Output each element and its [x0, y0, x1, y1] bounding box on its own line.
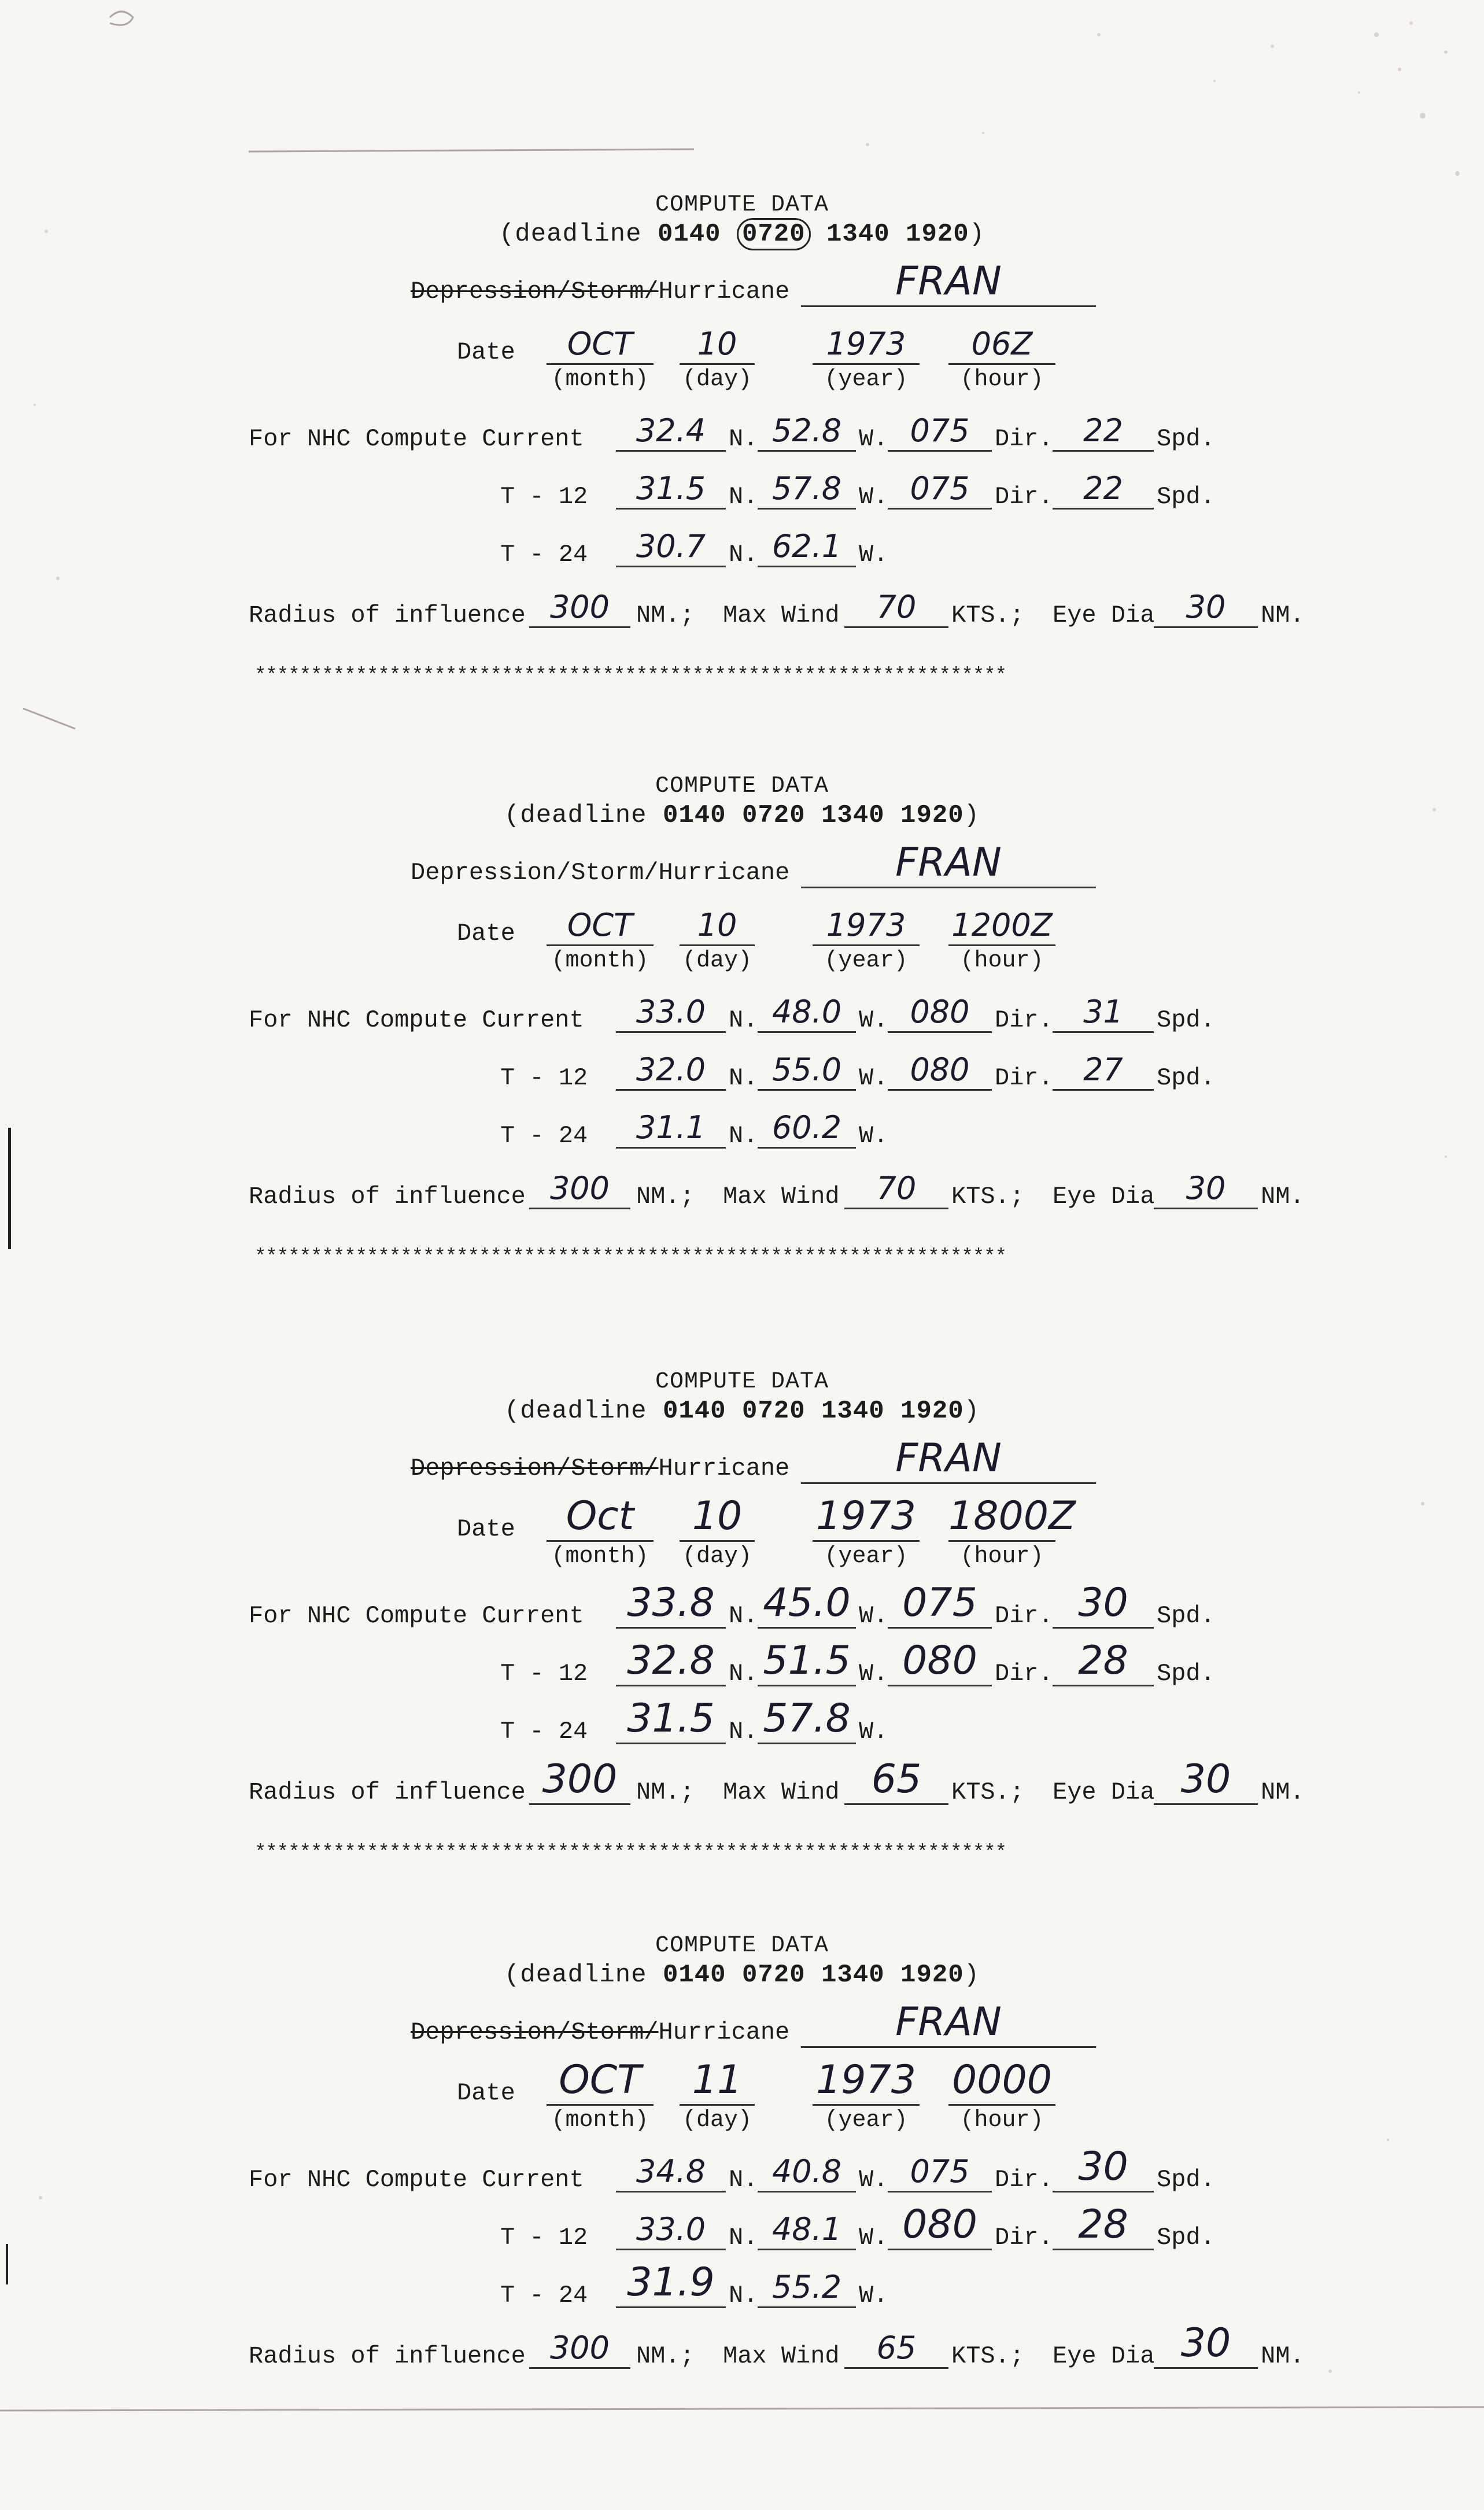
- t24-lat-field: 31.9: [616, 2273, 726, 2308]
- classification-label: Depression/Storm/Hurricane: [411, 278, 790, 305]
- hour-field: 1800Z: [948, 1507, 1055, 1542]
- t12-spd-field: 27: [1053, 1055, 1154, 1091]
- t12-spd-field: 22: [1053, 474, 1154, 510]
- dir-label: Dir.: [995, 1602, 1053, 1630]
- n-label: N.: [729, 1064, 758, 1092]
- spd-label: Spd.: [1157, 2224, 1215, 2251]
- t24-lon-field: 55.2: [758, 2273, 856, 2308]
- kts-label: KTS.;: [951, 1183, 1025, 1210]
- current-dir-field: 080: [888, 998, 992, 1033]
- n-label: N.: [729, 541, 758, 569]
- n-label: N.: [729, 1006, 758, 1034]
- w-label: W.: [859, 425, 888, 453]
- eye-dia-label: Eye Dia: [1053, 1778, 1155, 1806]
- form-title: COMPUTE DATA: [655, 192, 829, 218]
- current-lat-field: 33.0: [616, 998, 726, 1033]
- n-label: N.: [729, 1718, 758, 1745]
- hour-caption: (hour): [960, 2107, 1044, 2134]
- hour-field: 1200Z: [948, 911, 1055, 946]
- current-spd-field: 31: [1053, 998, 1154, 1033]
- storm-name-field: FRAN: [801, 272, 1096, 307]
- t12-lat-field: 32.8: [616, 1651, 726, 1686]
- dir-label: Dir.: [995, 2166, 1053, 2194]
- hour-caption: (hour): [960, 367, 1044, 393]
- current-dir-field: 075: [888, 2157, 992, 2192]
- eye-dia-label: Eye Dia: [1053, 2342, 1155, 2370]
- spd-label: Spd.: [1157, 2166, 1215, 2194]
- w-label: W.: [859, 1660, 888, 1688]
- year-caption: (year): [824, 367, 908, 393]
- radius-label: Radius of influence: [249, 1778, 526, 1806]
- t12-spd-field: 28: [1053, 1651, 1154, 1686]
- day-field: 10: [680, 1507, 755, 1542]
- month-field: OCT: [547, 911, 654, 946]
- year-field: 1973: [813, 1507, 920, 1542]
- t12-label: T - 12: [500, 1660, 588, 1688]
- month-field: OCT: [547, 2070, 654, 2106]
- deadline-line: (deadline 0140 0720 1340 1920): [504, 1961, 980, 1989]
- year-field: 1973: [813, 330, 920, 365]
- t12-lat-field: 32.0: [616, 1055, 726, 1091]
- separator-line: *******************************************************************: [254, 1246, 1007, 1268]
- n-label: N.: [729, 483, 758, 511]
- month-caption: (month): [551, 948, 649, 974]
- max-wind-label: Max Wind: [723, 1778, 840, 1806]
- compute-data-form-2: [0, 772, 1484, 1350]
- nm-end-label: NM.: [1261, 2342, 1305, 2370]
- kts-label: KTS.;: [951, 601, 1025, 629]
- nm-label: NM.;: [636, 1778, 695, 1806]
- kts-label: KTS.;: [951, 1778, 1025, 1806]
- hour-caption: (hour): [960, 1544, 1044, 1570]
- month-caption: (month): [551, 2107, 649, 2134]
- current-spd-field: 22: [1053, 416, 1154, 452]
- date-label: Date: [457, 1515, 515, 1543]
- n-label: N.: [729, 2166, 758, 2194]
- t12-dir-field: 080: [888, 1651, 992, 1686]
- n-label: N.: [729, 2282, 758, 2309]
- date-label: Date: [457, 920, 515, 947]
- current-dir-field: 075: [888, 1593, 992, 1629]
- nm-end-label: NM.: [1261, 1778, 1305, 1806]
- n-label: N.: [729, 1602, 758, 1630]
- nm-end-label: NM.: [1261, 1183, 1305, 1210]
- date-label: Date: [457, 2079, 515, 2107]
- eye-dia-label: Eye Dia: [1053, 1183, 1155, 1210]
- storm-name-field: FRAN: [801, 853, 1096, 888]
- nm-label: NM.;: [636, 601, 695, 629]
- form-title: COMPUTE DATA: [655, 1369, 829, 1395]
- dir-label: Dir.: [995, 2224, 1053, 2251]
- t12-lon-field: 51.5: [758, 1651, 856, 1686]
- t12-label: T - 12: [500, 483, 588, 511]
- deadline-line: (deadline 0140 0720 1340 1920): [0, 220, 1484, 249]
- radius-field: 300: [529, 593, 630, 628]
- current-lon-field: 45.0: [758, 1593, 856, 1629]
- spd-label: Spd.: [1157, 1064, 1215, 1092]
- radius-field: 300: [529, 1770, 630, 1805]
- t12-lat-field: 31.5: [616, 474, 726, 510]
- form-title: COMPUTE DATA: [655, 773, 829, 799]
- dir-label: Dir.: [995, 483, 1053, 511]
- w-label: W.: [859, 1064, 888, 1092]
- spd-label: Spd.: [1157, 1660, 1215, 1688]
- w-label: W.: [859, 483, 888, 511]
- current-label: For NHC Compute Current: [249, 2166, 584, 2194]
- hour-field: 0000: [948, 2070, 1055, 2106]
- n-label: N.: [729, 1122, 758, 1150]
- nm-end-label: NM.: [1261, 601, 1305, 629]
- t12-lon-field: 57.8: [758, 474, 856, 510]
- t12-lon-field: 48.1: [758, 2215, 856, 2250]
- year-caption: (year): [824, 1544, 908, 1570]
- year-field: 1973: [813, 2070, 920, 2106]
- max-wind-field: 70: [844, 1174, 948, 1209]
- dir-label: Dir.: [995, 425, 1053, 453]
- current-spd-field: 30: [1053, 1593, 1154, 1629]
- t24-label: T - 24: [500, 1718, 588, 1745]
- t24-lon-field: 57.8: [758, 1709, 856, 1744]
- year-field: 1973: [813, 911, 920, 946]
- w-label: W.: [859, 2224, 888, 2251]
- t12-lat-field: 33.0: [616, 2215, 726, 2250]
- radius-field: 300: [529, 2334, 630, 2369]
- current-dir-field: 075: [888, 416, 992, 452]
- month-caption: (month): [551, 1544, 649, 1570]
- w-label: W.: [859, 1122, 888, 1150]
- month-field: Oct: [547, 1507, 654, 1542]
- hour-field: 06Z: [948, 330, 1055, 365]
- date-label: Date: [457, 338, 515, 366]
- day-field: 10: [680, 330, 755, 365]
- classification-label: Depression/Storm/Hurricane: [411, 859, 790, 887]
- max-wind-field: 65: [844, 2334, 948, 2369]
- separator-line: *******************************************************************: [254, 665, 1007, 687]
- form-title: COMPUTE DATA: [655, 1933, 829, 1959]
- t12-label: T - 12: [500, 2224, 588, 2251]
- max-wind-label: Max Wind: [723, 601, 840, 629]
- spd-label: Spd.: [1157, 483, 1215, 511]
- t24-label: T - 24: [500, 1122, 588, 1150]
- nm-label: NM.;: [636, 1183, 695, 1210]
- t24-lat-field: 30.7: [616, 532, 726, 567]
- current-lon-field: 48.0: [758, 998, 856, 1033]
- t24-label: T - 24: [500, 2282, 588, 2309]
- day-caption: (day): [682, 367, 752, 393]
- classification-label: Depression/Storm/Hurricane: [411, 1455, 790, 1482]
- spd-label: Spd.: [1157, 425, 1215, 453]
- t24-lon-field: 60.2: [758, 1113, 856, 1149]
- n-label: N.: [729, 425, 758, 453]
- t24-lat-field: 31.5: [616, 1709, 726, 1744]
- t24-lat-field: 31.1: [616, 1113, 726, 1149]
- day-field: 11: [680, 2070, 755, 2106]
- current-label: For NHC Compute Current: [249, 1006, 584, 1034]
- current-lon-field: 40.8: [758, 2157, 856, 2192]
- w-label: W.: [859, 1006, 888, 1034]
- kts-label: KTS.;: [951, 2342, 1025, 2370]
- year-caption: (year): [824, 2107, 908, 2134]
- n-label: N.: [729, 2224, 758, 2251]
- t12-dir-field: 075: [888, 474, 992, 510]
- t24-lon-field: 62.1: [758, 532, 856, 567]
- radius-label: Radius of influence: [249, 2342, 526, 2370]
- t12-lon-field: 55.0: [758, 1055, 856, 1091]
- t12-spd-field: 28: [1053, 2215, 1154, 2250]
- spd-label: Spd.: [1157, 1602, 1215, 1630]
- w-label: W.: [859, 1718, 888, 1745]
- current-spd-field: 30: [1053, 2157, 1154, 2192]
- storm-name-field: FRAN: [801, 1449, 1096, 1484]
- t12-label: T - 12: [500, 1064, 588, 1092]
- separator-line: *******************************************************************: [254, 1842, 1007, 1864]
- month-caption: (month): [551, 367, 649, 393]
- current-label: For NHC Compute Current: [249, 1602, 584, 1630]
- current-lat-field: 34.8: [616, 2157, 726, 2192]
- w-label: W.: [859, 541, 888, 569]
- nm-label: NM.;: [636, 2342, 695, 2370]
- t12-dir-field: 080: [888, 1055, 992, 1091]
- max-wind-label: Max Wind: [723, 1183, 840, 1210]
- dir-label: Dir.: [995, 1660, 1053, 1688]
- current-lat-field: 33.8: [616, 1593, 726, 1629]
- max-wind-field: 70: [844, 593, 948, 628]
- radius-label: Radius of influence: [249, 1183, 526, 1210]
- eye-dia-field: 30: [1154, 1770, 1258, 1805]
- w-label: W.: [859, 2166, 888, 2194]
- eye-dia-label: Eye Dia: [1053, 601, 1155, 629]
- t12-dir-field: 080: [888, 2215, 992, 2250]
- radius-label: Radius of influence: [249, 601, 526, 629]
- w-label: W.: [859, 1602, 888, 1630]
- spd-label: Spd.: [1157, 1006, 1215, 1034]
- current-lat-field: 32.4: [616, 416, 726, 452]
- deadline-line: (deadline 0140 0720 1340 1920): [504, 1397, 980, 1426]
- t24-label: T - 24: [500, 541, 588, 569]
- radius-field: 300: [529, 1174, 630, 1209]
- eye-dia-field: 30: [1154, 1174, 1258, 1209]
- current-lon-field: 52.8: [758, 416, 856, 452]
- month-field: OCT: [547, 330, 654, 365]
- w-label: W.: [859, 2282, 888, 2309]
- year-caption: (year): [824, 948, 908, 974]
- max-wind-field: 65: [844, 1770, 948, 1805]
- deadline-line: (deadline 0140 0720 1340 1920): [504, 801, 980, 830]
- max-wind-label: Max Wind: [723, 2342, 840, 2370]
- eye-dia-field: 30: [1154, 2334, 1258, 2369]
- classification-label: Depression/Storm/Hurricane: [411, 2018, 790, 2046]
- eye-dia-field: 30: [1154, 593, 1258, 628]
- current-label: For NHC Compute Current: [249, 425, 584, 453]
- day-field: 10: [680, 911, 755, 946]
- day-caption: (day): [682, 1544, 752, 1570]
- dir-label: Dir.: [995, 1064, 1053, 1092]
- n-label: N.: [729, 1660, 758, 1688]
- storm-name-field: FRAN: [801, 2013, 1096, 2048]
- day-caption: (day): [682, 2107, 752, 2134]
- compute-data-form-3: [0, 1368, 1484, 1946]
- day-caption: (day): [682, 948, 752, 974]
- dir-label: Dir.: [995, 1006, 1053, 1034]
- compute-data-form-4: [0, 1932, 1484, 2510]
- hour-caption: (hour): [960, 948, 1044, 974]
- compute-data-form-1: [0, 191, 1484, 769]
